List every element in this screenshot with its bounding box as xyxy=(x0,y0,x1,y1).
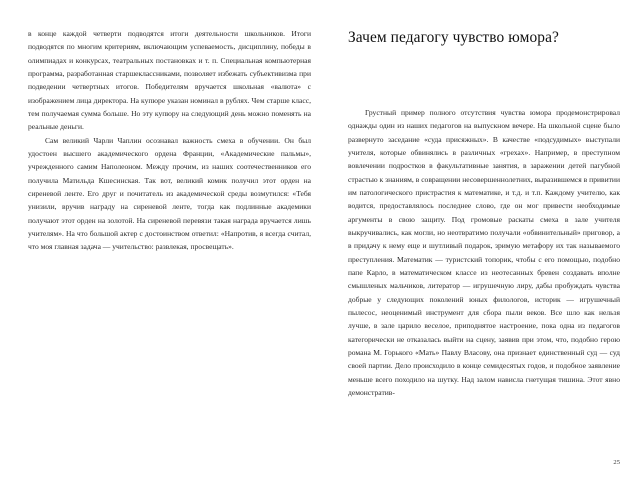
left-text-column xyxy=(28,27,311,254)
right-body-text xyxy=(348,106,620,399)
paragraph-humor-example: Грустный пример полного отсутствия чувства юмора продемонстрировал однажды один из наших педагогов на выпускном вечере. На школьной сцене было развернуто заседание «суда присяжных». В качестве «подсудимых» выступали учителя, которые обвинялись в различных «грехах». Например, в преступном вовлечении подростков в факультативные занятия, в заражении детей пагубной страстью к знаниям, в совращении несовершеннолетних, выразившемся в привитии им патологического пристрастия к математике, и т.д. и т.п. Каждому учителю, как водится, предоставлялось последнее слово, где он мог привести необходимые аргументы в свою защиту. Под громовые раскаты смеха в зале учителя выкручивались, как могли, но неотвратимо получали «обвинительный» приговор, а в придачу к нему еще и шутливый подарок, зримую метафору их так называемого преступления. Математик — туристский топорик, чтобы с его помощью, подобно папе Карло, в математическом классе из неотесанных бревен создавать вполне смышленых мальчиков, литератор — игрушечную лиру, дабы пробуждать чувства добрые у следующих поколений юных филологов, историк — игрушечный пылесос, неоценимый инструмент для сбора пыли веков. Все шло как нельзя лучше, в зале царило веселое, приподнятое настроение, пока одна из педагогов категорически не отказалась выйти на сцену, заявив при этом, что, подобно герою романа М. Горького «Мать» Павлу Власову, она признает единственный суд — суд своей партии. Дело происходило в конце семидесятых годов, и подобное заявление меньше всего походило на шутку. Над залом нависла гнетущая тишина. Этот явно демонстратив- xyxy=(348,108,620,397)
chapter-title: Зачем педагогу чувство юмора? xyxy=(348,29,559,46)
right-page xyxy=(320,0,640,500)
left-body-text xyxy=(28,27,311,254)
page-number: 25 xyxy=(613,459,620,467)
paragraph-chaplin: Сам великий Чарли Чаплин осознавал важность смеха в обучении. Он был удостоен высшего академического ордена Франции, «Академические пальмы», учрежденного самим Наполеоном. Между прочим, из наших соотечественников его получила Матильда Кшесинская. Так вот, великий комик получил этот орден на сиреневой ленте. Его друг и почитатель из академической среды возмутился: «Тебя унизили, вручив награду на сиреневой ленте, тогда как подлинные академики получают этот орден на золотой. На сиреневой перевязи такая награда вручается лишь учителям». На что большой актер с достоинством ответил: «Напротив, я всегда считал, что моя главная задача — учительство: развлекая, просвещать». xyxy=(28,135,311,252)
paragraph-continuation: в конце каждой четверти подводятся итоги деятельности школьников. Итоги подводятся по многим критериям, включающим успеваемость, дисциплину, победы в олимпиадах и конкурсах, театральных постановках и т. п. Специальная компьютерная программа, разработанная старшеклассниками, позволяет избежать субъективизма при подведении четвертных итогов. Победителям вручается школьная «валюта» с изображением лица директора. На купюре указан номинал в рублях. Чем старше класс, тем получаемая сумма больше. Но эту купюру на следующий день можно поменять на реальные деньги. xyxy=(28,29,311,132)
right-text-column xyxy=(348,106,620,399)
